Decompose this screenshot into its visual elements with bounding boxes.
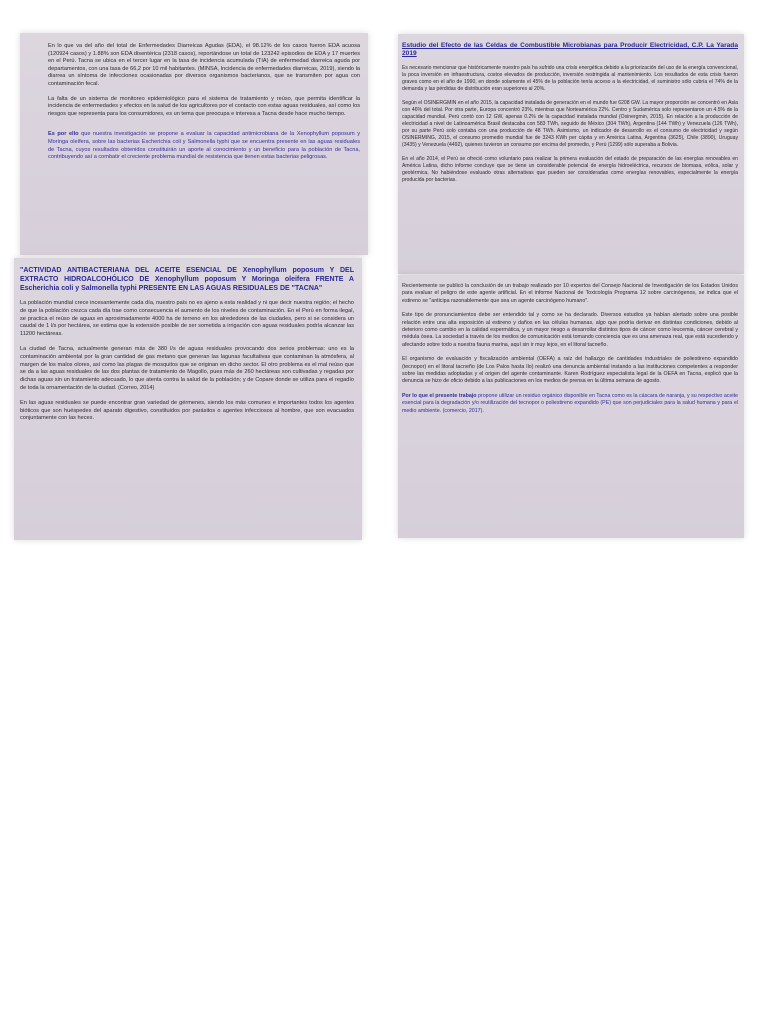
paragraph-germs: En las aguas residuales se puede encontrar gran variedad de gérmenes, siendo los más comunes e importantes todos los agentes bióticos que son huéspedes del aparato digestivo, constituidos por parásitos o agentes infecciosos al hombre, que son evacuados conjuntamente con las heces. — [20, 399, 354, 422]
paragraph-renewables: En el año 2014, el Perú se ofreció como voluntario para realizar la primera evaluación del estado de preparación de las energías renovables en América Latina, dicho informe concluye que se tiene un considerable potencial de energía hidroeléctrica, recursos de biomasa, eólica, solar y geotérmica, No habiéndose evaluado otras alternativas que pueden ser consideradas como energías renovables, especialmente la energía producida por bacterias. — [402, 156, 738, 183]
paragraph-styrene-study: Recientemente se publicó la conclusión de un trabajo realizado por 10 expertos del Consejo Nacional de Investigación de los Estados Unidos para evaluar el peligro de este agente artificial. En el informe Nacional de Toxicología Programa 12 sobre carcinógenos, se indica que el estireno se "anticipa razonablemente que sea un agente carcinógeno humano". — [402, 283, 738, 304]
proposal-lead: Por lo que el presente trabajo — [402, 392, 477, 399]
document-title-antibacterial: "ACTIVIDAD ANTIBACTERIANA DEL ACEITE ESENCIAL DE Xenophyllum poposum Y DEL EXTRACTO HIDROALCOHÓLICO DE Xenophyllum poposum Y Moringa oleifera FRENTE A Escherichia coli y Salmonella typhi PRESENTE EN LAS AGUAS RESIDUALES DE "TACNA" — [20, 267, 354, 292]
document-title-fuel-cells: Estudio del Efecto de las Celdas de Combustible Microbianas para Producir Electricidad, C.P. La Yarada 2019 — [402, 42, 738, 57]
document-card-styrene — [398, 275, 744, 538]
paragraph-oefa: El organismo de evaluación y fiscalización ambiental (OEFA) a raíz del hallazgo de cantidades industriales de poliestireno expandido (tecnopor) en el litoral tacneño (de Los Palos hasta Ilo) realizó una denuncia ambiental instando a las instituciones competentes a responder sobre las medidas adoptadas y el origen del agente contaminante. Karen Rodríguez especialista legal de la OEFA en Tacna, explicó que la denuncia se hizo de oficio debido a las publicaciones en los medios de prensa en la última semana de agosto. — [402, 356, 738, 385]
proposal-text: propone utilizar un residuo orgánico disponible en Tacna como es la cáscara de naranja, y su respectivo aceite esencial para la degradación y/o reutilización del tecnopor o poliestireno expandido (PE) que son perjudiciales para la salud humana y para el medio ambiente. (comercio, 2017). — [402, 392, 738, 414]
document-card-fuel-cells — [398, 34, 744, 274]
paragraph-proposal — [402, 393, 738, 415]
paragraph-osinergmin: Según el OSINERGMIN en el año 2015, la capacidad instalada de generación en el mundo fue 6208 GW. La mayor proporción se concentró en Asia con 46% del total. Por otra parte, Europa concentró 23%, mientras que Norteamérica 22%. Centro y Sudamérica solo representaron un 4.5% de la capacidad mundial. Perú contó con 12 GW, apenas 0.2% de la capacidad instalada mundial (Osinergmin, 2015). En relación a la producción de electricidad a nivel de Latinoamérica Brasil destacaba con 583 TWh, seguido de México (304 TWh), Argentina (144 TWh) y Venezuela (126 TWh), por su parte Perú solo contaba con una producción de 48 TWh. Asimismo, un indicador de desarrollo es el consumo de electricidad y según OSINERMING, 2015, el consumo promedio mundial fue de 3243 KWh per cápita y en América Latina, Argentina (3625), Chile (3890), Uruguay (3435) y Venezuela (4492), quienes tuvieron un consumo por encima del promedio, y Perú (1299) sólo superaba a Bolivia. — [402, 100, 738, 148]
document-card-eda — [20, 33, 368, 255]
paragraph-energy-crisis: Es necesario mencionar que históricamente nuestro país ha sufrido una crisis energética debido a la priorización del uso de la energía convencional, la poca inversión en infraestructura, costos elevados de producción, inversión restringida al mantenimiento. Los resultados de esta crisis fueron graves como en el año de 1990, en donde solamente el 45% de la población tenía acceso a la electricidad, el suministro sólo cubría el 74% de la demanda y las pérdidas de distribución eran superiores al 20%. — [402, 65, 738, 92]
research-purpose-text: que nuestra investigación se propone a evaluar la capacidad antimicrobiana de la Xenophyllum poposum y Moringa oleífera, sobre las bacterias Escherichia coli y Salmonella typhi que se encuentra presente en las aguas residuales de Tacna, cuyos resultados obtenidos constituirán un aporte al conocimiento y un beneficio para la población de Tacna, contribuyendo así a combatir el creciente problema mundial de resistencia que tienen estas bacterias peligrosas. — [48, 131, 360, 161]
paragraph-eda-statistics: En lo que va del año del total de Enfermedades Diarreicas Agudas (EDA), el 98.12% de los casos fueron EDA acuosa (120924 casos) y 1.88% son EDA disentérica (2318 casos), reportándose un total de 123242 episodios de EDA y 17 muertes en el Perú. Tacna se ubica en el tercer lugar en la tasa de incidencia acumulada (TIA) de enfermedad diarreica aguda por departamentos, con una tasa de 66,2 por 10 mil habitantes. (MINSA, Incidencia de enfermedades diarreicas, 2019), siendo la diarrea un síntoma de infecciones ocasionadas por diversos organismos bacterianos, que se transmiten por agua con contaminación fecal. — [48, 43, 360, 87]
paragraph-monitoring: La falta de un sistema de monitoreo epidemiológico para el sistema de tratamiento y reúso, que permita identificar la incidencia de enfermedades y efectos en la salud de los agricultores por el contacto con estas aguas residuales, así como los riesgos que representa para los consumidores, es un tema que preocupa e interesa a Tacna desde hace mucho tiempo. — [48, 95, 360, 117]
research-purpose-lead: Es por ello — [48, 131, 79, 138]
paragraph-research-purpose — [48, 131, 360, 161]
paragraph-tacna-wastewater: La ciudad de Tacna, actualmente generan más de 380 l/s de aguas residuales provocando dos serios problemas: uno es la contaminación ambiental por la gran cantidad de gas metano que generan las lagunas facultativas que contaminan la atmósfera, al margen de los malos olores, así como las plagas de mosquitos que se originan en dicho sector. El otro problema es el mal reúso que se da a las aguas residuales de las dos plantas de tratamiento de Magollo, pues más de 260 hectáreas son cultivadas y regadas por dichas aguas sin un tratamiento adecuado, lo que atenta contra la salud de la población; y de Copare donde se utiliza para el regadío de toda la ornamentación de la ciudad. (Correo, 2014) — [20, 345, 354, 391]
paragraph-population: La población mundial crece incesantemente cada día, nuestro país no es ajeno a esta realidad y ni que decir nuestra región; el hecho de que la población crezca cada día trae como consecuencia el aumento de los niveles de contaminación. En el Perú en forma ilegal, se practica el reúso de aguas en aproximadamente 4000 ha de terreno en los alrededores de las ciudades, pero si se considera un caudal de 1 l/s por hectárea, se estima que la extensión posible de ser sometida a irrigación con aguas residuales podría alcanzar las 11200 hectáreas. — [20, 300, 354, 338]
paragraph-styrene-risks: Este tipo de pronunciamientos debe ser entendido tal y como se ha declarado. Diversos estudios ya habían alertado sobre una posible relación entre una alta exposición al estireno y daños en las células humanas, algo que podría derivar en distintas condiciones, debido al deterioro como cambio en la calidad espermática, y un mayor riesgo a desarrollar distintos tipos de cáncer como leucemia, cáncer cerebral y médula ósea. La sociedad a través de los medios de comunicación está tomando conciencia que es una amenaza real, que está sucediendo y afectando sobre todo a nuestra fauna marina, aquí sin ir muy lejos, en el litoral tacneño. — [402, 312, 738, 348]
document-card-antibacterial — [14, 258, 362, 540]
